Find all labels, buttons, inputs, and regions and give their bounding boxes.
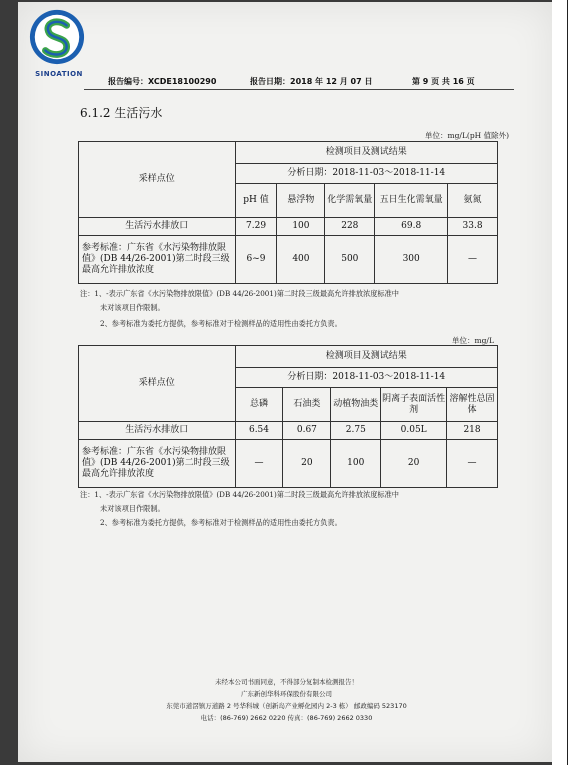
table1-note-1: 注：1、-表示广东省《水污染物排放限值》(DB 44/26-2001)第二时段三级最高允许排放浓度标准中 xyxy=(80,289,399,298)
sinoation-logo-icon xyxy=(28,8,86,66)
table-row xyxy=(79,440,498,488)
table1-cell: — xyxy=(448,236,498,284)
table2-cell: 0.05L xyxy=(381,422,447,440)
table1-analysis-date: 分析日期：2018-11-03～2018-11-14 xyxy=(235,164,497,184)
table2-cell: 2.75 xyxy=(331,422,381,440)
table-row xyxy=(79,422,498,440)
table1-cell: 500 xyxy=(325,236,375,284)
report-date: 报告日期：2018 年 12 月 07 日 xyxy=(250,77,373,86)
table-row xyxy=(79,218,498,236)
table1-item: 五日生化需氧量 xyxy=(375,184,448,218)
table2-item: 阴离子表面活性剂 xyxy=(381,388,447,422)
right-margin xyxy=(552,0,573,765)
footer-company: 广东新创华科环保股份有限公司 xyxy=(241,690,332,698)
table1-row1-point: 生活污水排放口 xyxy=(79,218,236,236)
table2-cell: — xyxy=(235,440,283,488)
table1-note-1-cont: 未对该项目作限制。 xyxy=(100,303,165,312)
table1-row2-point: 参考标准：广东省《水污染物排放限值》(DB 44/26-2001)第二时段三级最高允许排放浓度 xyxy=(79,236,236,284)
table2-cell: 0.67 xyxy=(283,422,331,440)
table2-item: 石油类 xyxy=(283,388,331,422)
table2-cell: 20 xyxy=(381,440,447,488)
table1-item: 悬浮物 xyxy=(277,184,325,218)
table1-cell: 228 xyxy=(325,218,375,236)
table2-cell: 6.54 xyxy=(235,422,283,440)
footer-copyright: 未经本公司书面同意，不得部分复制本检测报告！ xyxy=(215,678,358,686)
table1-cell: 6~9 xyxy=(235,236,277,284)
footer-contact: 电话：(86-769) 2662 0220 传真：(86-769) 2662 0330 xyxy=(200,714,373,722)
report-number: 报告编号：XCDE18100290 xyxy=(108,77,217,86)
table1-unit: 单位：mg/L(pH 值除外) xyxy=(425,131,509,140)
table2-note-1: 注：1、-表示广东省《水污染物排放限值》(DB 44/26-2001)第二时段三级最高允许排放浓度标准中 xyxy=(80,490,399,499)
table1-cell: 400 xyxy=(277,236,325,284)
table1-sampling-point-header: 采样点位 xyxy=(79,142,236,218)
table2-results-header: 检测项目及测试结果 xyxy=(235,346,497,368)
table2-cell: 218 xyxy=(447,422,498,440)
table2-row1-point: 生活污水排放口 xyxy=(79,422,236,440)
table2-note-1-cont: 未对该项目作限制。 xyxy=(100,504,165,513)
table2-row2-point: 参考标准：广东省《水污染物排放限值》(DB 44/26-2001)第二时段三级最高允许排放浓度 xyxy=(79,440,236,488)
table1-cell: 33.8 xyxy=(448,218,498,236)
table1-item: pH 值 xyxy=(235,184,277,218)
table2-sampling-point-header: 采样点位 xyxy=(79,346,236,422)
table2 xyxy=(78,345,498,488)
table2-item: 溶解性总固体 xyxy=(447,388,498,422)
right-border-line xyxy=(567,0,568,765)
table2-analysis-date: 分析日期：2018-11-03～2018-11-14 xyxy=(235,368,497,388)
table1-results-header: 检测项目及测试结果 xyxy=(235,142,497,164)
table1-item: 化学需氧量 xyxy=(325,184,375,218)
table2-item: 动植物油类 xyxy=(331,388,381,422)
table2-unit: 单位：mg/L xyxy=(452,336,494,345)
header-divider xyxy=(84,89,514,90)
table1-cell: 300 xyxy=(375,236,448,284)
table2-note-2: 2、参考标准为委托方提供，参考标准对于检测样品的适用性由委托方负责。 xyxy=(100,518,342,527)
table1-cell: 100 xyxy=(277,218,325,236)
table2-cell: 100 xyxy=(331,440,381,488)
footer-address: 东莞市道滘镇万道路 2 号华科城（创新岛产业孵化园内 2-3 栋） 邮政编码 523170 xyxy=(166,702,407,710)
brand-name: SINOATION xyxy=(35,70,83,78)
table2-item: 总磷 xyxy=(235,388,283,422)
table1-cell: 69.8 xyxy=(375,218,448,236)
table1-note-2: 2、参考标准为委托方提供，参考标准对于检测样品的适用性由委托方负责。 xyxy=(100,319,342,328)
table1-cell: 7.29 xyxy=(235,218,277,236)
table2-cell: 20 xyxy=(283,440,331,488)
table1-item: 氨氮 xyxy=(448,184,498,218)
table-row xyxy=(79,236,498,284)
section-title: 6.1.2 生活污水 xyxy=(80,106,163,120)
table1 xyxy=(78,141,498,284)
table2-cell: — xyxy=(447,440,498,488)
page-info: 第 9 页 共 16 页 xyxy=(412,77,475,86)
